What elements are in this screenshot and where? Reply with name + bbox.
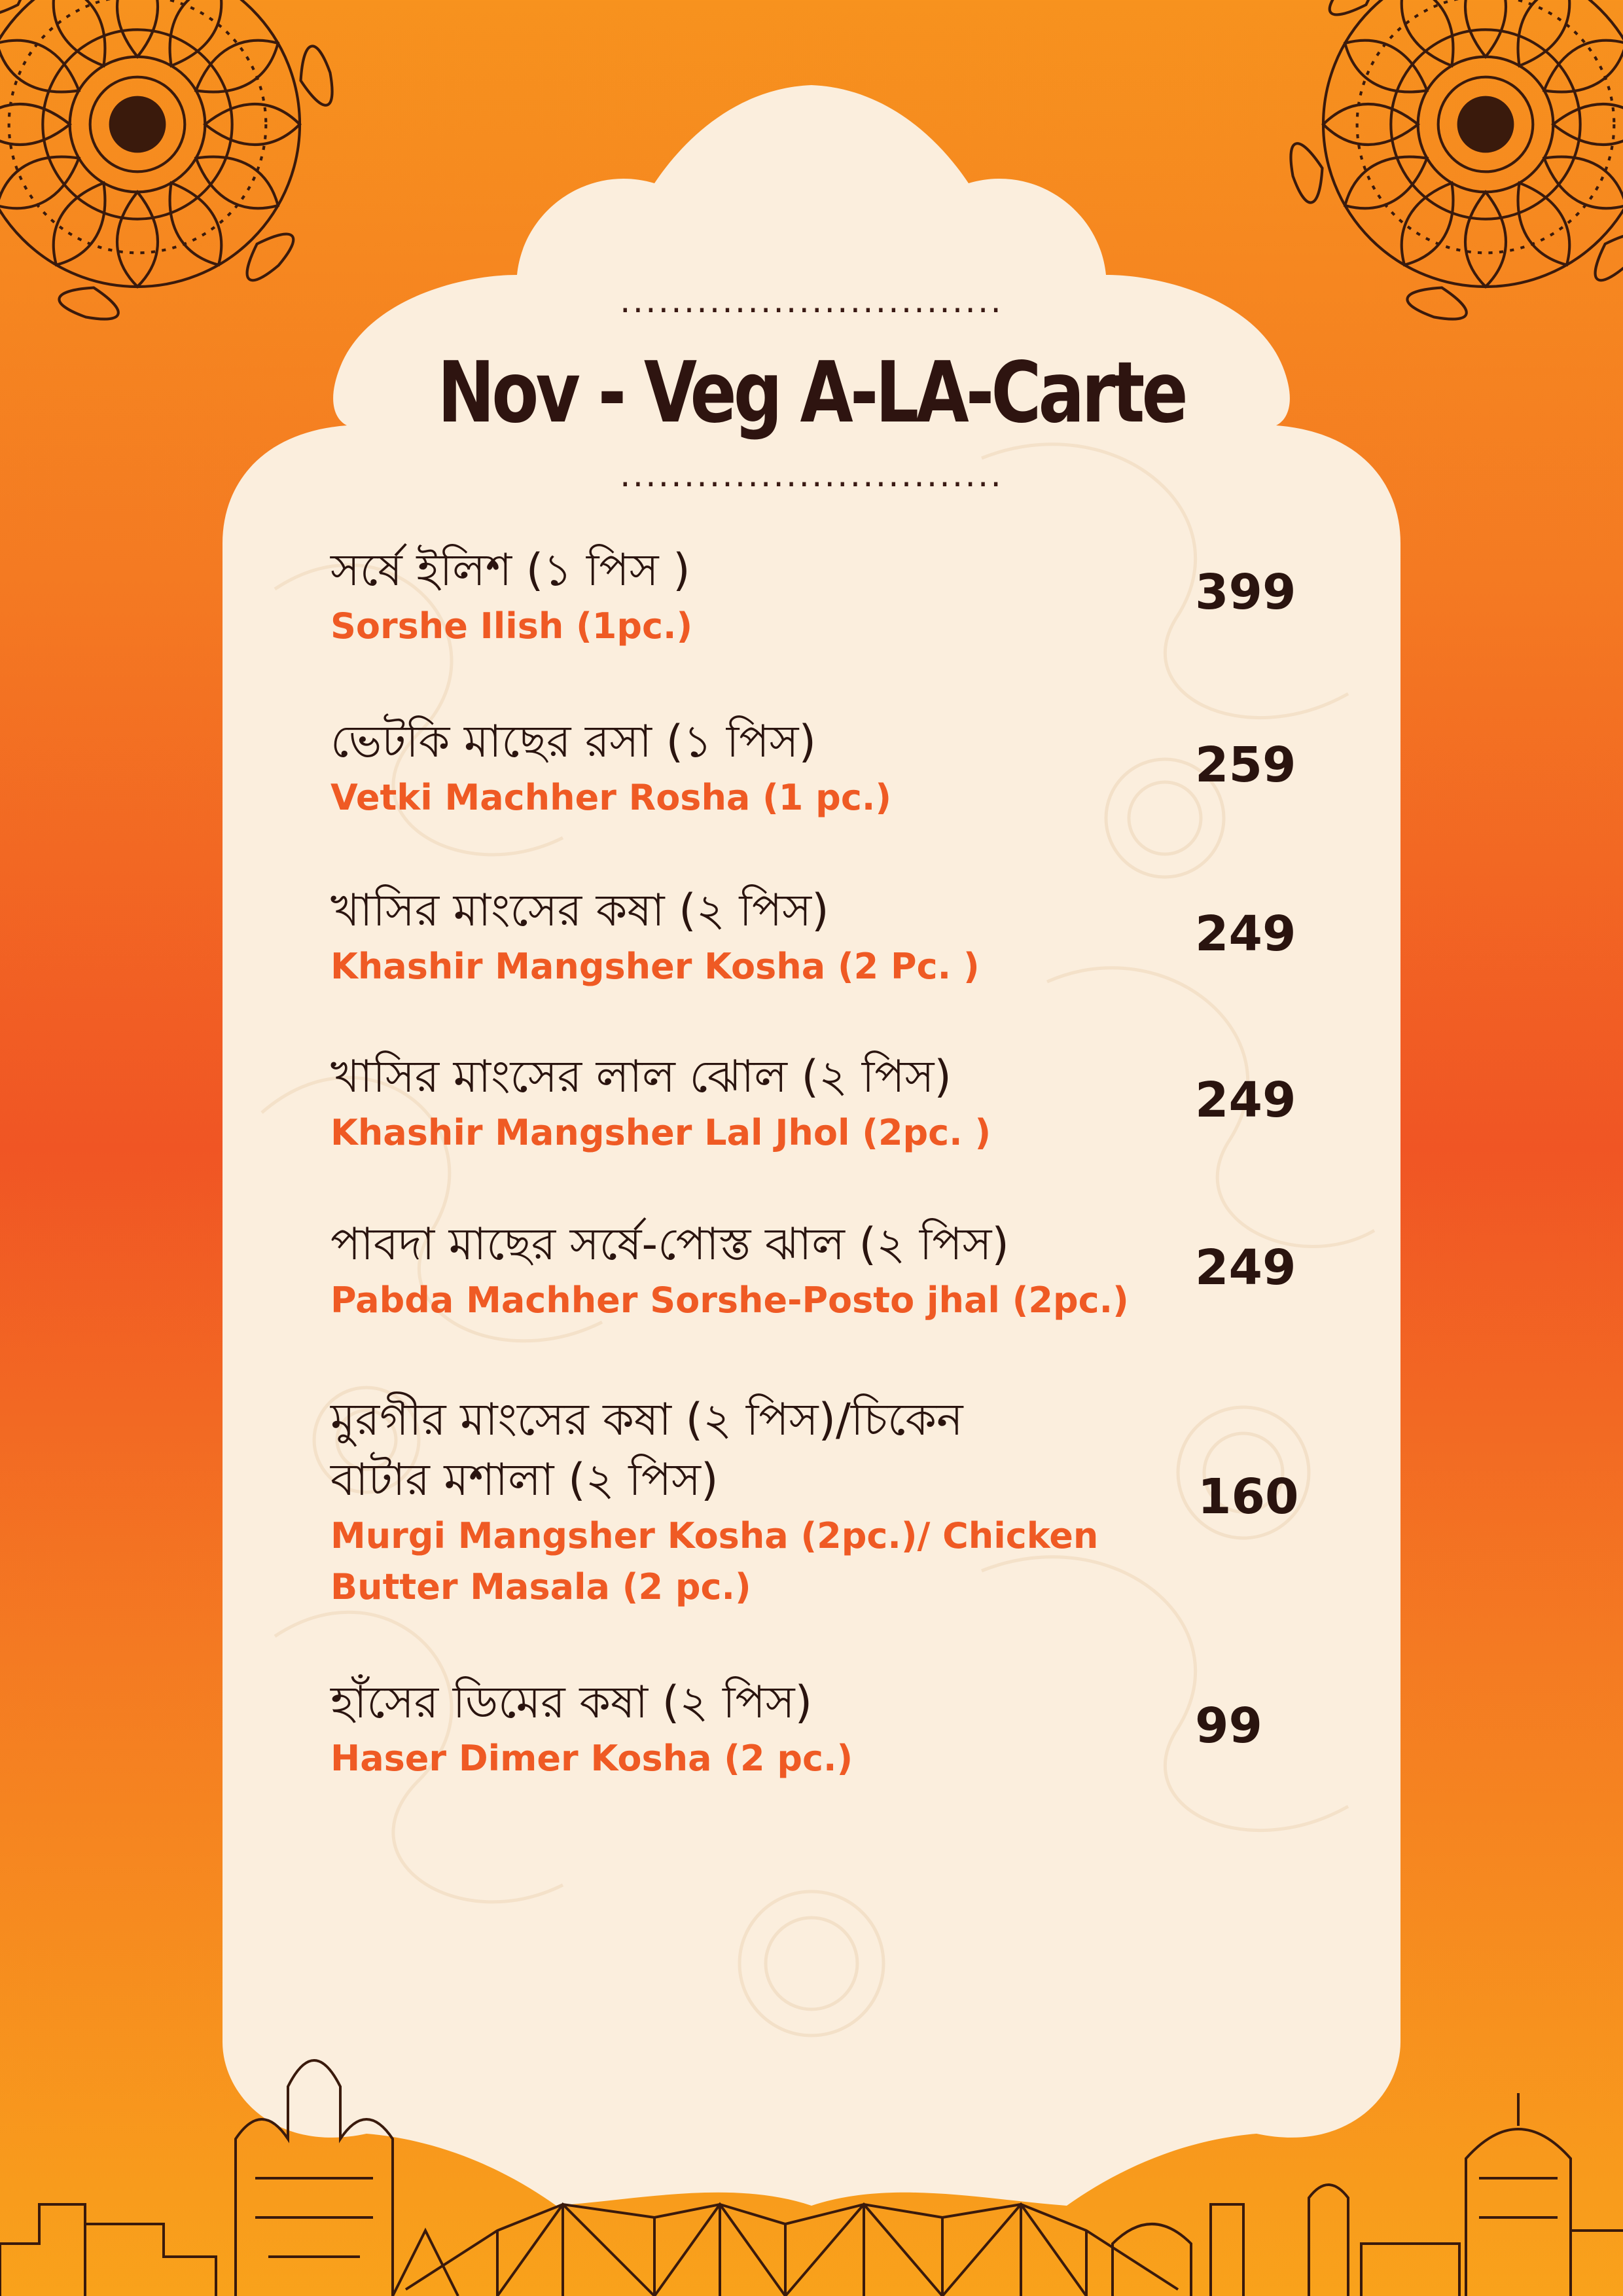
title-divider-bottom: .............................. — [620, 456, 1003, 495]
item-name-english: Haser Dimer Kosha (2 pc.) — [330, 1738, 853, 1779]
menu-item — [330, 712, 1299, 823]
item-price: 160 — [1198, 1469, 1299, 1525]
item-name-bengali: খাসির মাংসের লাল ঝোল (২ পিস) — [330, 1051, 952, 1103]
menu-item — [330, 881, 1299, 992]
menu-item — [330, 1047, 1299, 1158]
item-name-english: Sorshe Ilish (1pc.) — [330, 605, 693, 647]
item-name-bengali: হাঁসের ডিমের কষা (২ পিস) — [330, 1677, 813, 1729]
item-price: 399 — [1195, 564, 1296, 620]
item-name-bengali: ভেটকি মাছের রসা (১ পিস) — [330, 716, 816, 768]
item-name-english: Khashir Mangsher Kosha (2 Pc. ) — [330, 946, 980, 987]
menu-item — [330, 1390, 1299, 1613]
item-price: 99 — [1195, 1698, 1262, 1754]
title-divider-top: .............................. — [620, 281, 1003, 321]
page-title: Nov - Veg A-LA-Carte — [437, 344, 1186, 442]
item-name-bengali: মুরগীর মাংসের কষা (২ পিস)/চিকেন — [330, 1394, 963, 1446]
item-name-bengali: সর্ষে ইলিশ (১ পিস ) — [330, 545, 690, 596]
item-name-english: Butter Masala (2 pc.) — [330, 1566, 751, 1607]
title-block — [0, 281, 1623, 495]
menu-item — [330, 1215, 1299, 1326]
item-name-english: Pabda Machher Sorshe-Posto jhal (2pc.) — [330, 1280, 1129, 1321]
item-name-english: Murgi Mangsher Kosha (2pc.)/ Chicken — [330, 1515, 1099, 1556]
menu-item — [330, 541, 1299, 652]
item-name-english: Khashir Mangsher Lal Jhol (2pc. ) — [330, 1112, 991, 1153]
item-price: 249 — [1195, 1240, 1296, 1296]
kolkata-skyline-icon — [0, 2008, 1623, 2296]
item-price: 249 — [1195, 906, 1296, 962]
item-name-bengali: পাবদা মাছের সর্ষে-পোস্ত ঝাল (২ পিস) — [330, 1219, 1009, 1270]
item-name-english: Vetki Machher Rosha (1 pc.) — [330, 777, 892, 818]
item-price: 259 — [1195, 737, 1296, 793]
item-name-bengali: খাসির মাংসের কষা (২ পিস) — [330, 885, 829, 937]
item-price: 249 — [1195, 1072, 1296, 1128]
item-name-bengali: বাটার মশালা (২ পিস) — [330, 1454, 719, 1506]
menu-item — [330, 1673, 1299, 1784]
